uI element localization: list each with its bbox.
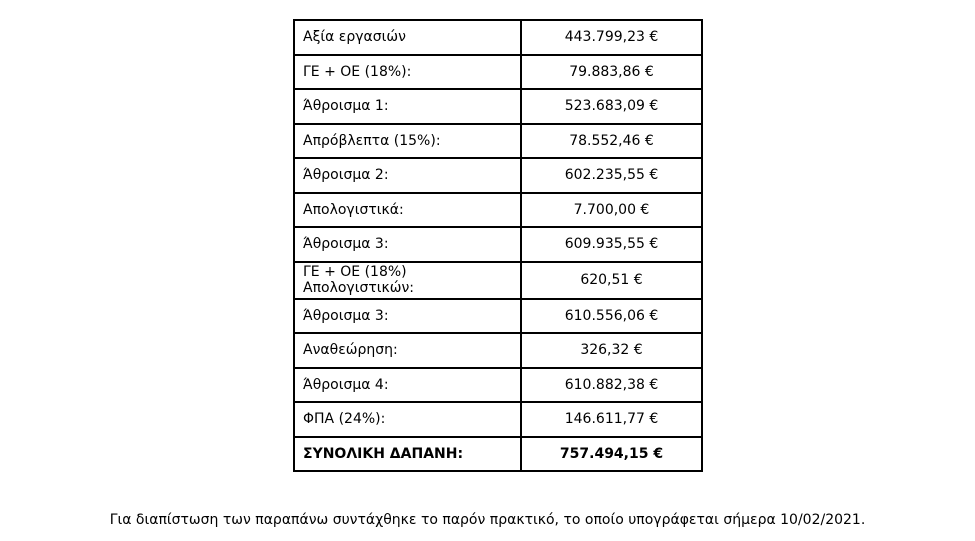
row-value: 610.556,06 €: [521, 299, 702, 334]
row-label: Αξία εργασιών: [294, 20, 521, 55]
row-value: 443.799,23 €: [521, 20, 702, 55]
table-row: [294, 368, 702, 403]
table-row: [294, 20, 702, 55]
row-label: Απολογιστικά:: [294, 193, 521, 228]
row-value: 79.883,86 €: [521, 55, 702, 90]
row-value: 326,32 €: [521, 333, 702, 368]
row-label: Απρόβλεπτα (15%):: [294, 124, 521, 159]
row-label: Άθροισμα 3:: [294, 227, 521, 262]
table-row: [294, 227, 702, 262]
total-row: [294, 437, 702, 472]
footer-statement: Για διαπίστωση των παραπάνω συντάχθηκε το παρόν πρακτικό, το οποίο υπογράφεται σήμερα 10/02/2021.: [109, 512, 866, 528]
cost-summary-table: [293, 19, 703, 472]
row-label: Άθροισμα 2:: [294, 158, 521, 193]
table-row: [294, 262, 702, 299]
row-label: [294, 262, 521, 299]
row-value: 7.700,00 €: [521, 193, 702, 228]
row-label: Άθροισμα 1:: [294, 89, 521, 124]
row-value: 609.935,55 €: [521, 227, 702, 262]
total-value: 757.494,15 €: [521, 437, 702, 472]
total-label: ΣΥΝΟΛΙΚΗ ΔΑΠΑΝΗ:: [294, 437, 521, 472]
table-row: [294, 55, 702, 90]
row-label-line: ΓΕ + ΟΕ (18%): [303, 264, 407, 280]
table-row: [294, 402, 702, 437]
table-row: [294, 333, 702, 368]
row-label: ΦΠΑ (24%):: [294, 402, 521, 437]
row-value: 610.882,38 €: [521, 368, 702, 403]
row-value: 602.235,55 €: [521, 158, 702, 193]
table-row: [294, 193, 702, 228]
row-label: Άθροισμα 4:: [294, 368, 521, 403]
table-row: [294, 89, 702, 124]
row-label: Άθροισμα 3:: [294, 299, 521, 334]
row-value: 78.552,46 €: [521, 124, 702, 159]
table-row: [294, 299, 702, 334]
row-value: 620,51 €: [521, 262, 702, 299]
table-row: [294, 124, 702, 159]
row-label-line: Απολογιστικών:: [303, 280, 414, 296]
row-label: ΓΕ + ΟΕ (18%):: [294, 55, 521, 90]
row-label: Αναθεώρηση:: [294, 333, 521, 368]
row-value: 523.683,09 €: [521, 89, 702, 124]
table-row: [294, 158, 702, 193]
row-value: 146.611,77 €: [521, 402, 702, 437]
